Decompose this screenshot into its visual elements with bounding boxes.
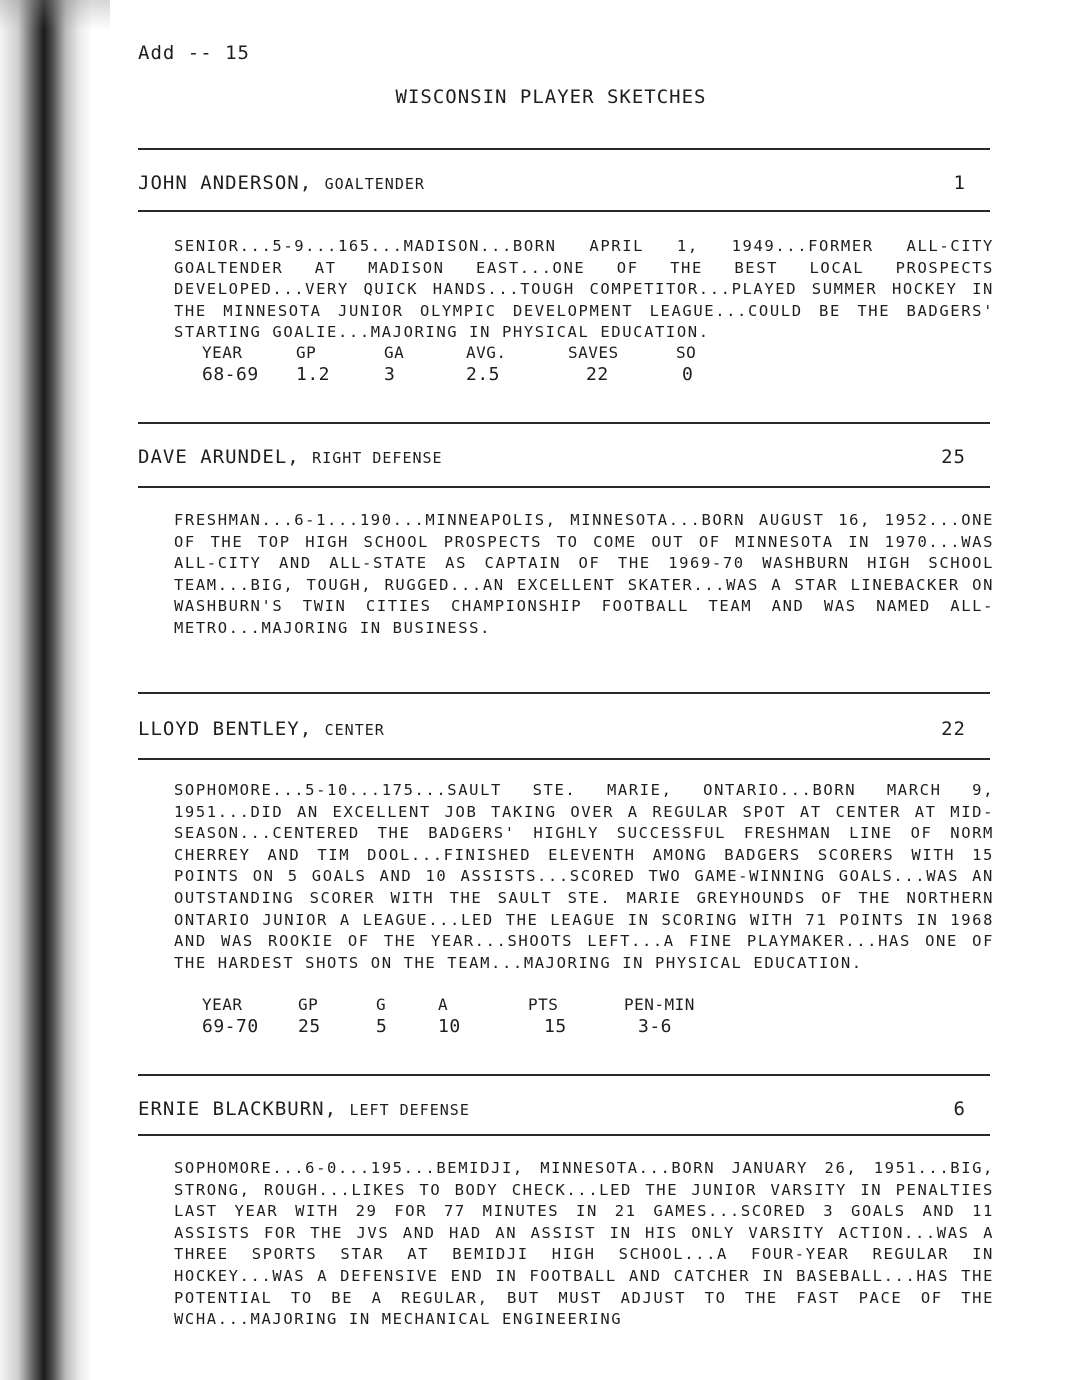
stats-row <box>202 1016 695 1038</box>
stats-header: AVG. <box>466 343 507 362</box>
stats-header: GP <box>296 343 317 362</box>
stats-table <box>202 994 695 1038</box>
stats-header: GA <box>384 343 405 362</box>
player-position: RIGHT DEFENSE <box>312 449 443 467</box>
player-name: LLOYD BENTLEY, <box>138 718 313 740</box>
stats-header: GP <box>298 995 319 1014</box>
player-position: LEFT DEFENSE <box>349 1101 470 1119</box>
section-divider <box>138 210 990 212</box>
player-number: 25 <box>941 446 966 468</box>
section-divider <box>138 486 990 488</box>
stats-header: A <box>438 995 449 1014</box>
player-heading <box>138 172 966 194</box>
page-title: WISCONSIN PLAYER SKETCHES <box>395 86 707 108</box>
stats-header: SAVES <box>568 343 619 362</box>
player-name: DAVE ARUNDEL, <box>138 446 300 468</box>
binding-top-shadow <box>0 0 110 30</box>
stats-cell: 3 <box>384 364 396 385</box>
stats-cell: 10 <box>438 1016 461 1037</box>
stats-cell: 68-69 <box>202 364 259 385</box>
player-position: GOALTENDER <box>324 175 425 193</box>
section-divider <box>138 692 990 694</box>
player-number: 6 <box>953 1098 966 1120</box>
player-name: ERNIE BLACKBURN, <box>138 1098 338 1120</box>
player-bio: SOPHOMORE...5-10...175...SAULT STE. MARIE, ONTARIO...BORN MARCH 9, 1951...DID AN EXCELLENT JOB TAKING OVER A REGULAR SPOT AT CENTER AT MID-SEASON...CENTERED THE BADGERS' HIGHLY SUCCESSFUL FRESHMAN LINE OF NORM CHERREY AND TIM DOOL...FINISHED ELEVENTH AMONG BADGERS SCORERS WITH 15 POINTS ON 5 GOALS AND 10 ASSISTS...SCORED TWO GAME-WINNING GOALS...WAS AN OUTSTANDING SCORER WITH THE SAULT STE. MARIE GREYHOUNDS OF THE NORTHERN ONTARIO JUNIOR A LEAGUE...LED THE LEAGUE IN SCORING WITH 71 POINTS IN 1968 AND WAS ROOKIE OF THE YEAR...SHOOTS LEFT...A FINE PLAYMAKER...HAS ONE OF THE HARDEST SHOTS ON THE TEAM...MAJORING IN PHYSICAL EDUCATION. <box>174 781 994 972</box>
page-header: Add -- 15 <box>138 42 250 64</box>
section-divider <box>138 1134 990 1136</box>
section-divider <box>138 1074 990 1076</box>
player-bio: FRESHMAN...6-1...190...MINNEAPOLIS, MINNESOTA...BORN AUGUST 16, 1952...ONE OF THE TOP HIGH SCHOOL PROSPECTS TO COME OUT OF MINNESOTA IN 1970...WAS ALL-CITY AND ALL-STATE AS CAPTAIN OF THE 1969-70 WASHBURN HIGH SCHOOL TEAM...BIG, TOUGH, RUGGED...AN EXCELLENT SKATER...WAS A STAR LINEBACKER ON WASHBURN'S TWIN CITIES CHAMPIONSHIP FOOTBALL TEAM AND WAS NAMED ALL-METRO...MAJORING IN BUSINESS. <box>174 511 994 637</box>
player-heading <box>138 446 966 468</box>
section-divider <box>138 422 990 424</box>
stats-cell: 25 <box>298 1016 321 1037</box>
stats-header: PTS <box>528 995 559 1014</box>
stats-header: YEAR <box>202 995 243 1014</box>
section-divider <box>138 758 990 760</box>
section-divider <box>138 148 990 150</box>
stats-table <box>202 342 696 386</box>
stats-cell: 0 <box>682 364 694 385</box>
player-number: 22 <box>941 718 966 740</box>
player-bio: SENIOR...5-9...165...MADISON...BORN APRIL 1, 1949...FORMER ALL-CITY GOALTENDER AT MADISON EAST...ONE OF THE BEST LOCAL PROSPECTS DEVELOPED...VERY QUICK HANDS...TOUGH COMPETITOR...PLAYED SUMMER HOCKEY IN THE MINNESOTA JUNIOR OLYMPIC DEVELOPMENT LEAGUE...COULD BE THE BADGERS' STARTING GOALIE...MAJORING IN PHYSICAL EDUCATION. <box>174 237 994 342</box>
stats-cell: 22 <box>586 364 609 385</box>
player-bio: SOPHOMORE...6-0...195...BEMIDJI, MINNESOTA...BORN JANUARY 26, 1951...BIG, STRONG, ROUGH...LIKES TO BODY CHECK...LED THE JUNIOR VARSITY IN PENALTIES LAST YEAR WITH 29 FOR 77 MINUTES IN 21 GAMES...SCORED 3 GOALS AND 11 ASSISTS FOR THE JVS AND HAD AN ASSIST IN HIS ONLY VARSITY ACTION...WAS A THREE SPORTS STAR AT BEMIDJI HIGH SCHOOL...A FOUR-YEAR REGULAR IN HOCKEY...WAS A DEFENSIVE END IN FOOTBALL AND CATCHER IN BASEBALL...HAS THE POTENTIAL TO BE A REGULAR, BUT MUST ADJUST TO THE FAST PACE OF THE WCHA...MAJORING IN MECHANICAL ENGINEERING <box>174 1159 994 1329</box>
stats-header: YEAR <box>202 343 243 362</box>
stats-header: G <box>376 995 387 1014</box>
stats-cell: 5 <box>376 1016 388 1037</box>
book-binding-shadow <box>0 0 92 1380</box>
stats-cell: 69-70 <box>202 1016 259 1037</box>
stats-cell: 2.5 <box>466 364 501 385</box>
player-number: 1 <box>953 172 966 194</box>
stats-header: PEN-MIN <box>624 995 695 1014</box>
player-name: JOHN ANDERSON, <box>138 172 313 194</box>
player-position: CENTER <box>324 721 385 739</box>
stats-row <box>202 364 696 386</box>
stats-cell: 3-6 <box>638 1016 673 1037</box>
stats-cell: 1.2 <box>296 364 331 385</box>
player-heading <box>138 1098 966 1120</box>
stats-header: SO <box>676 343 697 362</box>
player-heading <box>138 718 966 740</box>
stats-cell: 15 <box>544 1016 567 1037</box>
